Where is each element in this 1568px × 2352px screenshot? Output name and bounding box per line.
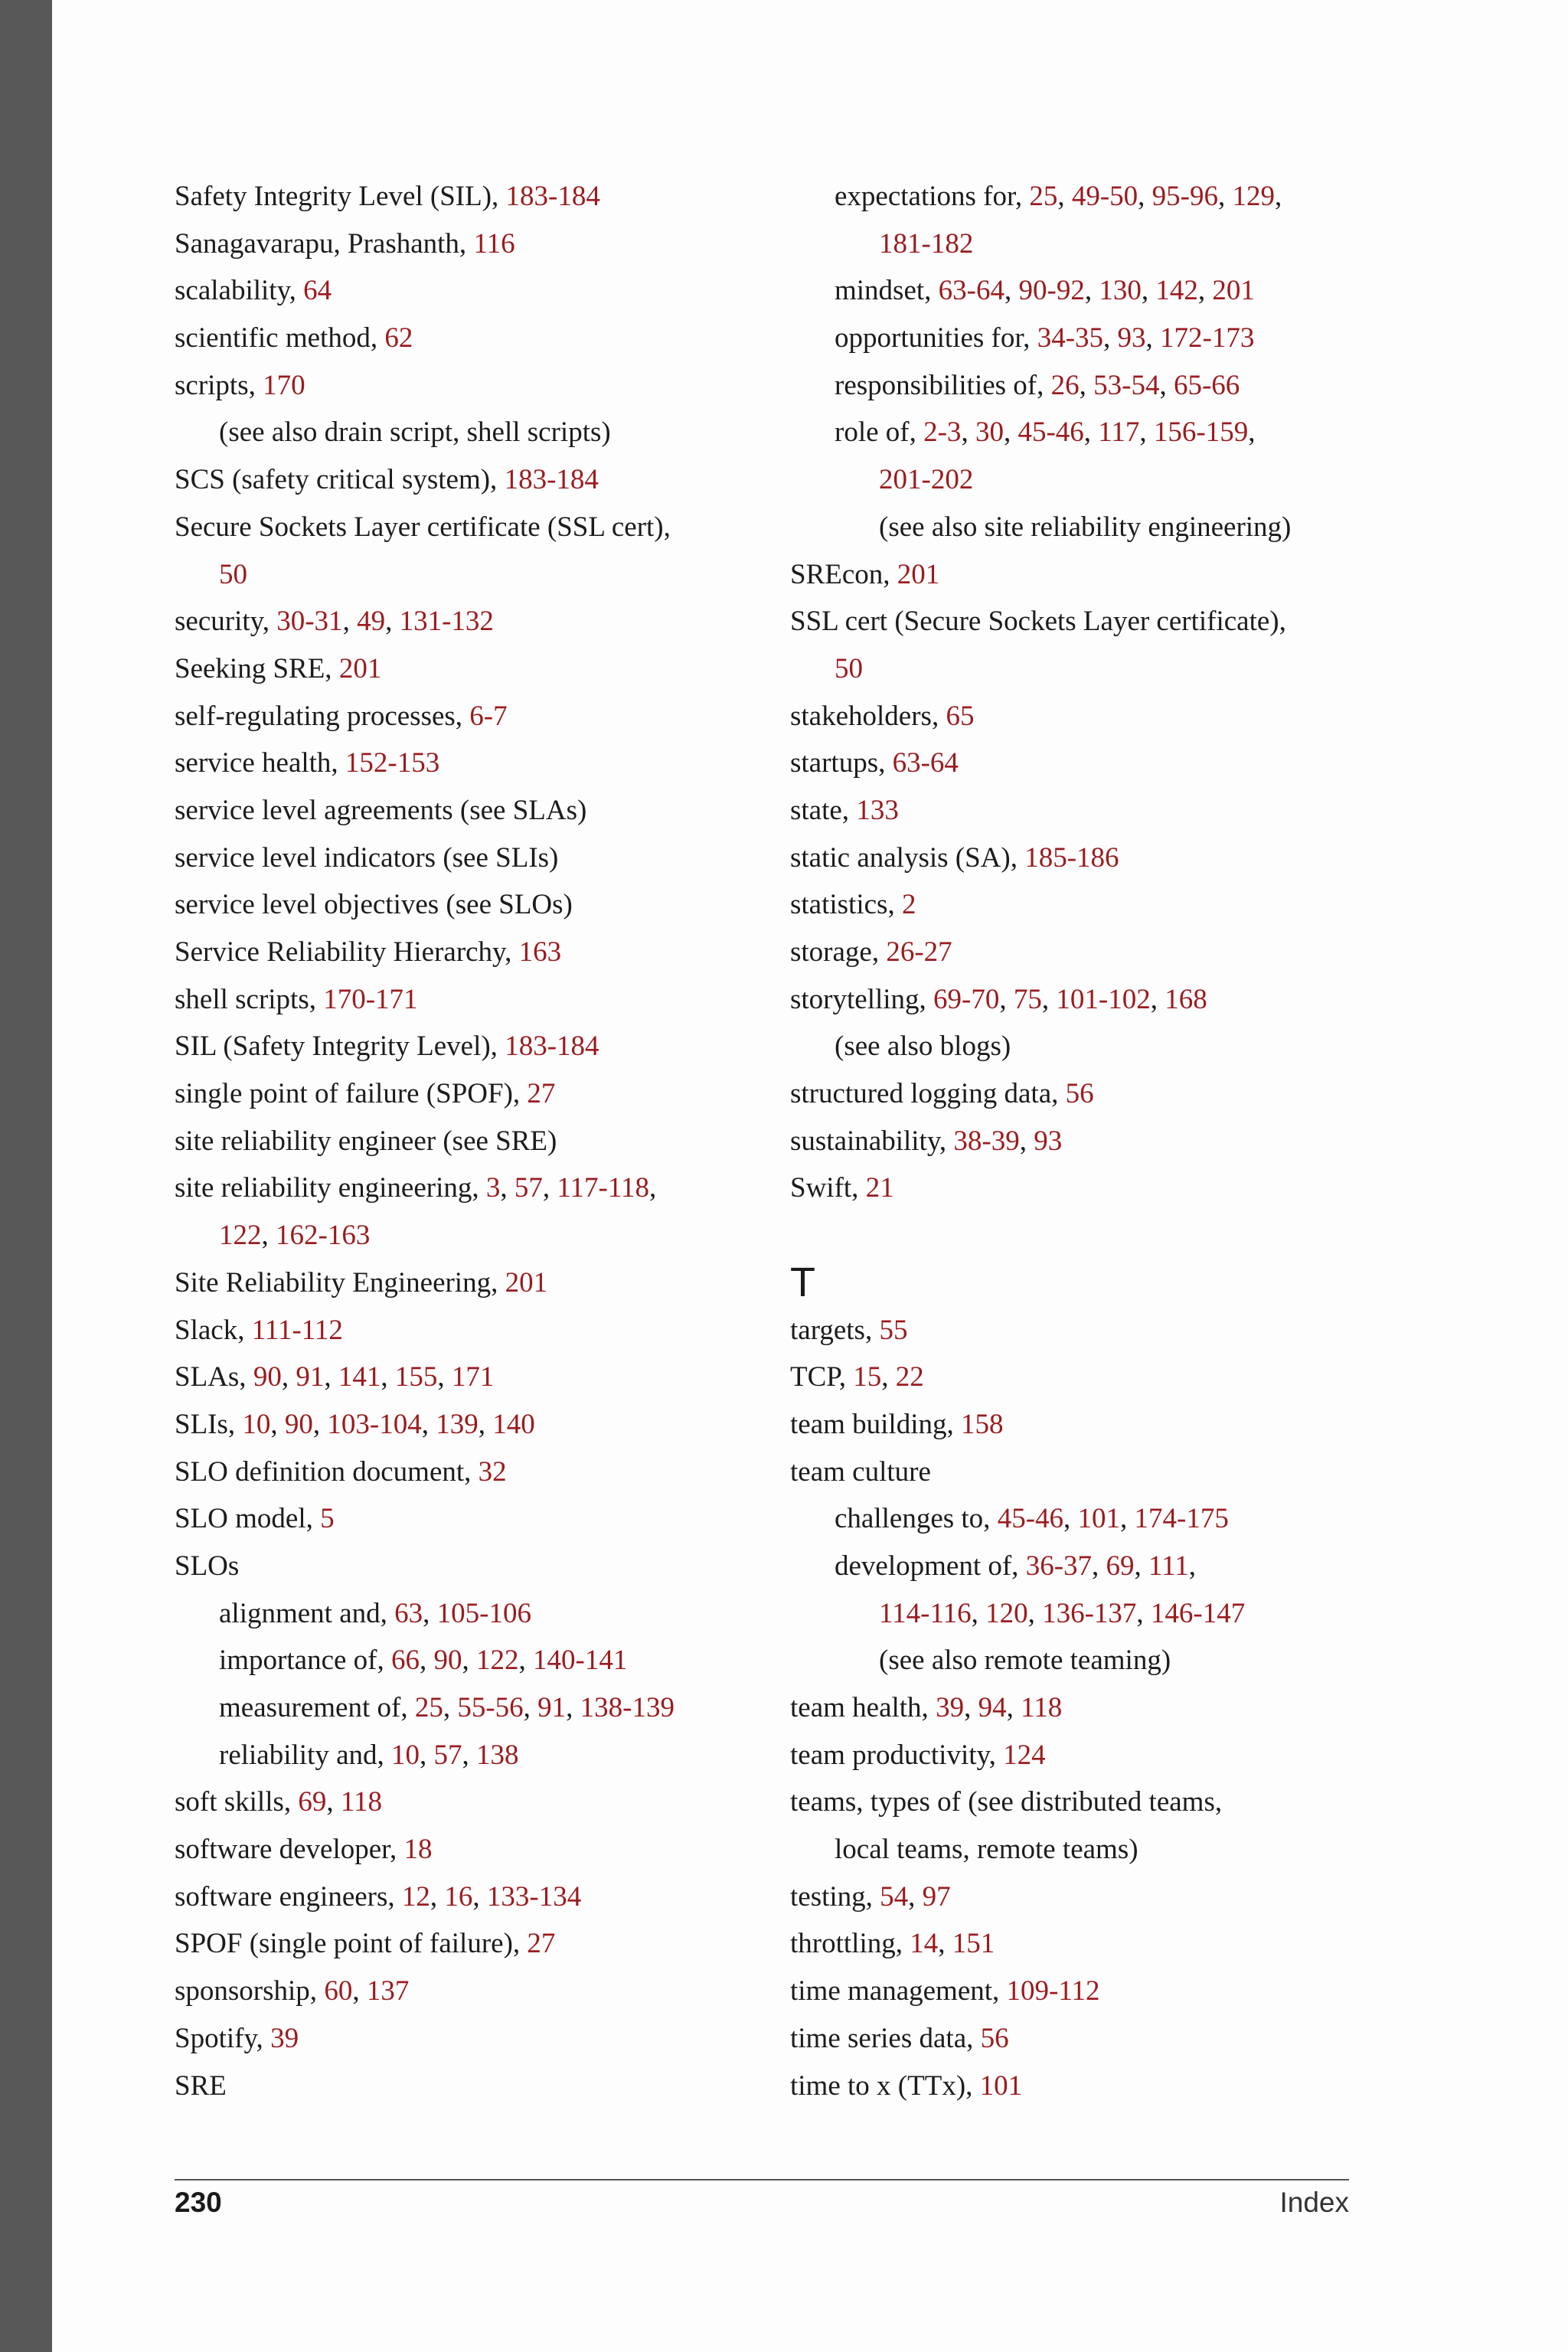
- index-entry: software engineers, 12, 16, 133-134: [175, 1880, 582, 1913]
- index-entry: [790, 1449, 1372, 1496]
- index-term: TCP,: [790, 1361, 854, 1393]
- page-reference-link[interactable]: 50: [835, 652, 863, 684]
- index-entry: [790, 220, 1372, 268]
- index-term: time series data,: [790, 2022, 981, 2054]
- index-entry: [790, 1165, 1372, 1212]
- index-entry: [790, 929, 1372, 976]
- page-reference-link[interactable]: 15: [853, 1361, 882, 1393]
- page-reference-link[interactable]: 201: [338, 652, 382, 684]
- index-term: SRE: [175, 2069, 227, 2102]
- index-term: expectations for,: [835, 181, 1030, 212]
- page-reference-link[interactable]: 94: [978, 1692, 1007, 1723]
- page-reference-link[interactable]: 117: [1098, 416, 1140, 449]
- index-entry: [790, 551, 1372, 599]
- index-term: storytelling,: [790, 983, 934, 1015]
- index-entry: [790, 504, 1372, 551]
- index-entry: [175, 1023, 756, 1070]
- index-entry: [175, 409, 756, 456]
- page-reference-link[interactable]: 91: [296, 1361, 325, 1393]
- index-term: team culture: [790, 1455, 931, 1488]
- index-entry: [790, 740, 1372, 787]
- page-reference-link[interactable]: 130: [1099, 275, 1142, 307]
- index-entry: mindset, 63-64, 90-92, 130, 142, 201: [835, 275, 1255, 307]
- page-reference-link[interactable]: 152-153: [345, 747, 440, 779]
- page-reference-link[interactable]: 124: [1003, 1739, 1046, 1771]
- page-reference-link[interactable]: 90-92: [1018, 275, 1085, 307]
- index-term: statistics,: [790, 889, 902, 921]
- page-reference-link[interactable]: 16: [444, 1880, 473, 1913]
- page-reference-link[interactable]: 138: [476, 1739, 519, 1771]
- index-term: testing,: [790, 1880, 880, 1913]
- page-reference-link[interactable]: 201-202: [879, 464, 974, 496]
- index-entry: 122, 162-163: [219, 1220, 371, 1252]
- index-term: challenges to,: [835, 1503, 998, 1535]
- index-entry: [175, 1449, 756, 1496]
- index-term: scripts,: [175, 369, 263, 401]
- page-reference-link[interactable]: 69: [298, 1786, 327, 1818]
- index-entry: [175, 1259, 756, 1307]
- page-reference-link[interactable]: 26-27: [886, 936, 952, 968]
- page-reference-link[interactable]: 27: [527, 1078, 556, 1110]
- index-entry: SLAs, 90, 91, 141, 155, 171: [175, 1361, 495, 1393]
- page-reference-link[interactable]: 39: [270, 2022, 299, 2054]
- page-reference-link[interactable]: 140: [492, 1408, 535, 1440]
- index-term: alignment and,: [219, 1597, 395, 1629]
- index-entry: [175, 267, 756, 315]
- page-reference-link[interactable]: 56: [1065, 1078, 1094, 1110]
- page-reference-link[interactable]: 122: [476, 1645, 519, 1677]
- index-term: startups,: [790, 747, 893, 779]
- page-reference-link[interactable]: 181-182: [879, 227, 974, 260]
- index-term: sponsorship,: [175, 1975, 325, 2007]
- index-term: team productivity,: [790, 1739, 1004, 1771]
- page-reference-link[interactable]: 50: [219, 558, 247, 590]
- index-entry: expectations for, 25, 49-50, 95-96, 129,: [835, 181, 1282, 212]
- index-term: Site Reliability Engineering,: [175, 1266, 505, 1298]
- index-entry: challenges to, 45-46, 101, 174-175: [835, 1503, 1229, 1535]
- index-letter-heading: T: [790, 1259, 815, 1305]
- page-reference-link[interactable]: 90: [433, 1645, 462, 1677]
- page-reference-link[interactable]: 55: [879, 1314, 908, 1346]
- page-reference-link[interactable]: 21: [865, 1172, 894, 1204]
- index-entry: [175, 645, 756, 693]
- page-reference-link[interactable]: 138-139: [580, 1692, 675, 1723]
- index-entry: [175, 740, 756, 787]
- page-reference-link[interactable]: 111-112: [251, 1314, 343, 1346]
- page-reference-link[interactable]: 2-3: [923, 416, 962, 449]
- index-entry: [790, 1968, 1372, 2015]
- page-reference-link[interactable]: 111: [1148, 1550, 1189, 1582]
- index-entry: 114-116, 120, 136-137, 146-147: [879, 1597, 1246, 1629]
- page-reference-link[interactable]: 172-173: [1160, 322, 1255, 354]
- index-entry: [175, 173, 756, 220]
- index-term: team building,: [790, 1408, 961, 1440]
- index-term: Swift,: [790, 1172, 866, 1204]
- page-reference-link[interactable]: 22: [895, 1361, 924, 1393]
- page-reference-link[interactable]: 183-184: [505, 1031, 599, 1063]
- index-entry: responsibilities of, 26, 53-54, 65-66: [835, 369, 1240, 401]
- index-entry: [175, 456, 756, 504]
- index-term: storage,: [790, 936, 887, 968]
- index-term: Service Reliability Hierarchy,: [175, 936, 519, 968]
- index-entry: [790, 1307, 1372, 1354]
- page-reference-link[interactable]: 170: [263, 369, 305, 401]
- page-reference-link[interactable]: 6-7: [469, 700, 508, 732]
- index-term: sustainability,: [790, 1125, 954, 1157]
- page-reference-link[interactable]: 30: [975, 416, 1004, 449]
- index-term: site reliability engineering,: [175, 1172, 486, 1204]
- page-reference-link[interactable]: 146-147: [1150, 1597, 1246, 1629]
- index-term: local teams, remote teams): [835, 1834, 1138, 1866]
- index-entry: [790, 456, 1372, 504]
- page-reference-link[interactable]: 39: [936, 1692, 965, 1723]
- index-entry: TCP, 15, 22: [790, 1361, 924, 1393]
- page-reference-link[interactable]: 90: [284, 1408, 313, 1440]
- index-entry: [790, 881, 1372, 929]
- index-term: (see also drain script, shell scripts): [219, 416, 611, 449]
- index-term: service health,: [175, 747, 345, 779]
- index-entry: [175, 220, 756, 268]
- page-reference-link[interactable]: 25: [1029, 181, 1058, 212]
- page-reference-link[interactable]: 120: [985, 1597, 1028, 1629]
- index-term: site reliability engineer (see SRE): [175, 1125, 557, 1157]
- page-reference-link[interactable]: 25: [414, 1692, 443, 1723]
- page-reference-link[interactable]: 65-66: [1173, 369, 1240, 401]
- index-entry: [175, 787, 756, 835]
- index-term: service level objectives (see SLOs): [175, 889, 573, 921]
- page-reference-link[interactable]: 49: [357, 606, 386, 638]
- page-reference-link[interactable]: 91: [537, 1692, 567, 1723]
- index-entry: sustainability, 38-39, 93: [790, 1125, 1063, 1157]
- page-reference-link[interactable]: 49-50: [1071, 181, 1138, 212]
- page-reference-link[interactable]: 12: [401, 1880, 430, 1913]
- page-reference-link[interactable]: 156-159: [1153, 416, 1249, 449]
- page-reference-link[interactable]: 142: [1155, 275, 1198, 307]
- page-reference-link[interactable]: 32: [478, 1455, 507, 1488]
- index-term: importance of,: [219, 1645, 391, 1677]
- page-reference-link[interactable]: 116: [473, 227, 515, 260]
- page-reference-link[interactable]: 183-184: [505, 181, 600, 212]
- page-reference-link[interactable]: 95-96: [1152, 181, 1218, 212]
- index-entry: [175, 1495, 756, 1543]
- index-entry: [175, 693, 756, 740]
- page-reference-link[interactable]: 163: [518, 936, 562, 968]
- index-entry: [790, 1070, 1372, 1118]
- index-entry: [790, 693, 1372, 740]
- page-reference-link[interactable]: 170-171: [323, 983, 418, 1015]
- index-entry: [175, 504, 756, 551]
- page-reference-link[interactable]: 133: [856, 794, 899, 826]
- index-term: role of,: [835, 416, 924, 449]
- index-entry: SLIs, 10, 90, 103-104, 139, 140: [175, 1408, 535, 1440]
- page-reference-link[interactable]: 53-54: [1093, 369, 1160, 401]
- index-term: scalability,: [175, 275, 304, 307]
- page-reference-link[interactable]: 97: [922, 1880, 951, 1913]
- page-reference-link[interactable]: 168: [1165, 983, 1207, 1015]
- page-reference-link[interactable]: 45-46: [997, 1503, 1064, 1535]
- index-term: static analysis (SA),: [790, 841, 1025, 874]
- page-reference-link[interactable]: 69-70: [933, 983, 1000, 1015]
- page-reference-link[interactable]: 65: [946, 700, 975, 732]
- page-reference-link[interactable]: 201: [897, 558, 940, 590]
- page-reference-link[interactable]: 69: [1106, 1550, 1135, 1582]
- page-reference-link[interactable]: 140-141: [533, 1645, 628, 1677]
- index-entry: [175, 976, 756, 1024]
- index-term: (see also remote teaming): [879, 1645, 1171, 1677]
- footer-divider: [175, 2179, 1349, 2180]
- page-reference-link[interactable]: 63-64: [938, 275, 1004, 307]
- index-entry: [790, 2015, 1372, 2063]
- index-entry: [790, 1637, 1372, 1684]
- index-term: team health,: [790, 1692, 936, 1723]
- page-reference-link[interactable]: 57: [433, 1739, 462, 1771]
- index-term: throttling,: [790, 1928, 910, 1960]
- index-term: SLIs,: [175, 1408, 243, 1440]
- index-term: responsibilities of,: [835, 369, 1051, 401]
- index-term: state,: [790, 794, 857, 826]
- page-reference-link[interactable]: 103-104: [327, 1408, 422, 1440]
- index-entry: [175, 1070, 756, 1118]
- index-term: shell scripts,: [175, 983, 324, 1015]
- page-reference-link[interactable]: 183-184: [504, 464, 599, 496]
- index-entry: [790, 645, 1372, 693]
- index-term: mindset,: [835, 275, 939, 307]
- index-entry: [175, 835, 756, 882]
- page-reference-link[interactable]: 174-175: [1134, 1503, 1229, 1535]
- page-reference-link[interactable]: 64: [303, 275, 332, 307]
- index-entry: [790, 2063, 1372, 2110]
- index-term: teams, types of (see distributed teams,: [790, 1786, 1223, 1818]
- index-term: opportunities for,: [835, 322, 1037, 354]
- page-reference-link[interactable]: 105-106: [436, 1597, 531, 1629]
- page-reference-link[interactable]: 185-186: [1024, 841, 1119, 874]
- index-entry: [790, 1732, 1372, 1779]
- page-reference-link[interactable]: 54: [880, 1880, 909, 1913]
- page-reference-link[interactable]: 118: [340, 1786, 383, 1818]
- index-column-left: [175, 173, 756, 2109]
- index-term: (see also site reliability engineering): [879, 511, 1292, 543]
- page-reference-link[interactable]: 38-39: [953, 1125, 1020, 1157]
- index-entry: [175, 881, 756, 929]
- page-reference-link[interactable]: 63: [394, 1597, 423, 1629]
- index-term: soft skills,: [175, 1786, 299, 1818]
- page-reference-link[interactable]: 162-163: [276, 1220, 371, 1252]
- index-entry: [175, 1307, 756, 1354]
- index-term: development of,: [835, 1550, 1026, 1582]
- index-term: stakeholders,: [790, 700, 946, 732]
- index-term: Spotify,: [175, 2022, 271, 2054]
- index-entry: development of, 36-37, 69, 111,: [835, 1550, 1197, 1582]
- index-term: SLOs: [175, 1550, 240, 1582]
- index-term: scientific method,: [175, 322, 385, 354]
- index-term: SREcon,: [790, 558, 897, 590]
- page-reference-link[interactable]: 66: [391, 1645, 420, 1677]
- index-entry: team health, 39, 94, 118: [790, 1692, 1063, 1723]
- index-entry: storytelling, 69-70, 75, 101-102, 168: [790, 983, 1207, 1015]
- index-entry: testing, 54, 97: [790, 1880, 951, 1913]
- page-reference-link[interactable]: 18: [403, 1834, 433, 1866]
- index-entry: [790, 1826, 1372, 1873]
- page-reference-link[interactable]: 101: [1077, 1503, 1121, 1535]
- index-entry: [175, 315, 756, 362]
- index-term: single point of failure (SPOF),: [175, 1078, 528, 1110]
- page-reference-link[interactable]: 5: [320, 1503, 335, 1535]
- page-reference-link[interactable]: 10: [391, 1739, 420, 1771]
- index-term: software engineers,: [175, 1880, 402, 1913]
- index-term: Secure Sockets Layer certificate (SSL cert),: [175, 511, 671, 543]
- page-reference-link[interactable]: 57: [514, 1172, 543, 1204]
- page-reference-link[interactable]: 30-31: [276, 606, 343, 638]
- index-term: reliability and,: [219, 1739, 392, 1771]
- page-reference-link[interactable]: 90: [253, 1361, 282, 1393]
- page-reference-link[interactable]: 133-134: [486, 1880, 582, 1913]
- index-term: Seeking SRE,: [175, 652, 339, 684]
- index-entry: [790, 835, 1372, 882]
- index-entry: [175, 2063, 756, 2110]
- page-reference-link[interactable]: 129: [1232, 181, 1275, 212]
- page-reference-link[interactable]: 117-118: [557, 1172, 649, 1204]
- page-reference-link[interactable]: 26: [1050, 369, 1080, 401]
- index-entry: [175, 551, 756, 599]
- index-entry: site reliability engineering, 3, 57, 117-118,: [175, 1172, 657, 1204]
- index-term: time to x (TTx),: [790, 2069, 980, 2102]
- page-reference-link[interactable]: 136-137: [1042, 1597, 1137, 1629]
- page-reference-link[interactable]: 151: [952, 1928, 995, 1960]
- index-entry: [790, 1779, 1372, 1826]
- index-entry: measurement of, 25, 55-56, 91, 138-139: [219, 1692, 675, 1723]
- index-entry: [790, 1023, 1372, 1070]
- page-edge-strip: [0, 0, 52, 2352]
- index-term: Sanagavarapu, Prashanth,: [175, 227, 474, 260]
- page-reference-link[interactable]: 36-37: [1025, 1550, 1093, 1582]
- index-term: SCS (safety critical system),: [175, 464, 505, 496]
- index-term: service level indicators (see SLIs): [175, 841, 559, 874]
- page-reference-link[interactable]: 139: [436, 1408, 479, 1440]
- index-entry: [175, 1920, 756, 1968]
- index-entry: [790, 598, 1372, 645]
- index-term: (see also blogs): [835, 1031, 1011, 1063]
- index-entry: throttling, 14, 151: [790, 1928, 995, 1960]
- index-term: Slack,: [175, 1314, 252, 1346]
- index-term: time management,: [790, 1975, 1007, 2007]
- index-column-right: [790, 173, 1372, 2109]
- page-reference-link[interactable]: 137: [366, 1975, 410, 2007]
- index-entry: alignment and, 63, 105-106: [219, 1597, 531, 1629]
- section-title: Index: [1279, 2187, 1349, 2218]
- index-entry: [790, 1401, 1372, 1449]
- page-reference-link[interactable]: 63-64: [892, 747, 959, 779]
- index-term: service level agreements (see SLAs): [175, 794, 587, 826]
- page-reference-link[interactable]: 55-56: [457, 1692, 524, 1723]
- index-term: self-regulating processes,: [175, 700, 470, 732]
- page-reference-link[interactable]: 45-46: [1018, 416, 1084, 449]
- page-reference-link[interactable]: 56: [980, 2022, 1009, 2054]
- index-entry: security, 30-31, 49, 131-132: [175, 606, 494, 638]
- index-entry: opportunities for, 34-35, 93, 172-173: [835, 322, 1255, 354]
- page-number: 230: [175, 2187, 222, 2218]
- page-reference-link[interactable]: 155: [394, 1361, 438, 1393]
- page-reference-link[interactable]: 171: [451, 1361, 495, 1393]
- page-reference-link[interactable]: 101: [979, 2069, 1023, 2102]
- page-reference-link[interactable]: 141: [338, 1361, 381, 1393]
- page-reference-link[interactable]: 10: [242, 1408, 271, 1440]
- page-reference-link[interactable]: 118: [1021, 1692, 1063, 1723]
- page-reference-link[interactable]: 60: [324, 1975, 353, 2007]
- index-term: SSL cert (Secure Sockets Layer certificate),: [790, 606, 1286, 638]
- page-reference-link[interactable]: 93: [1117, 322, 1146, 354]
- page-reference-link[interactable]: 2: [901, 889, 916, 921]
- page-reference-link[interactable]: 3: [485, 1172, 501, 1204]
- page-reference-link[interactable]: 101-102: [1056, 983, 1151, 1015]
- index-term: structured logging data,: [790, 1078, 1066, 1110]
- index-term: security,: [175, 606, 277, 638]
- page-reference-link[interactable]: 201: [505, 1266, 548, 1298]
- page-reference-link[interactable]: 27: [527, 1928, 556, 1960]
- index-entry: importance of, 66, 90, 122, 140-141: [219, 1645, 628, 1677]
- section-spacer: [790, 1212, 1372, 1259]
- index-entry: reliability and, 10, 57, 138: [219, 1739, 519, 1771]
- index-entry: [175, 362, 756, 410]
- page-reference-link[interactable]: 201: [1212, 275, 1255, 307]
- page-reference-link[interactable]: 14: [910, 1928, 939, 1960]
- page-reference-link[interactable]: 158: [961, 1408, 1004, 1440]
- page-reference-link[interactable]: 131-132: [399, 606, 494, 638]
- index-term: software developer,: [175, 1834, 404, 1866]
- index-entry: role of, 2-3, 30, 45-46, 117, 156-159,: [835, 416, 1256, 449]
- index-term: measurement of,: [219, 1692, 415, 1723]
- index-entry: [790, 787, 1372, 835]
- index-term: SPOF (single point of failure),: [175, 1928, 528, 1960]
- index-entry: soft skills, 69, 118: [175, 1786, 383, 1818]
- index-entry: [175, 1118, 756, 1165]
- page-reference-link[interactable]: 122: [219, 1220, 262, 1252]
- index-entry: sponsorship, 60, 137: [175, 1975, 410, 2007]
- index-term: SLO definition document,: [175, 1455, 479, 1488]
- index-entry: [175, 2015, 756, 2063]
- page-reference-link[interactable]: 114-116: [879, 1597, 972, 1629]
- page-reference-link[interactable]: 75: [1013, 983, 1042, 1015]
- index-term: targets,: [790, 1314, 880, 1346]
- page-reference-link[interactable]: 62: [384, 322, 413, 354]
- index-term: SLO model,: [175, 1503, 321, 1535]
- index-term: SLAs,: [175, 1361, 253, 1393]
- index-term: Safety Integrity Level (SIL),: [175, 181, 506, 212]
- page-reference-link[interactable]: 34-35: [1037, 322, 1104, 354]
- page-reference-link[interactable]: 93: [1034, 1125, 1063, 1157]
- index-term: SIL (Safety Integrity Level),: [175, 1031, 505, 1063]
- index-entry: [175, 1826, 756, 1873]
- index-entry: [175, 1543, 756, 1590]
- page-reference-link[interactable]: 109-112: [1006, 1975, 1100, 2007]
- index-entry: [175, 929, 756, 976]
